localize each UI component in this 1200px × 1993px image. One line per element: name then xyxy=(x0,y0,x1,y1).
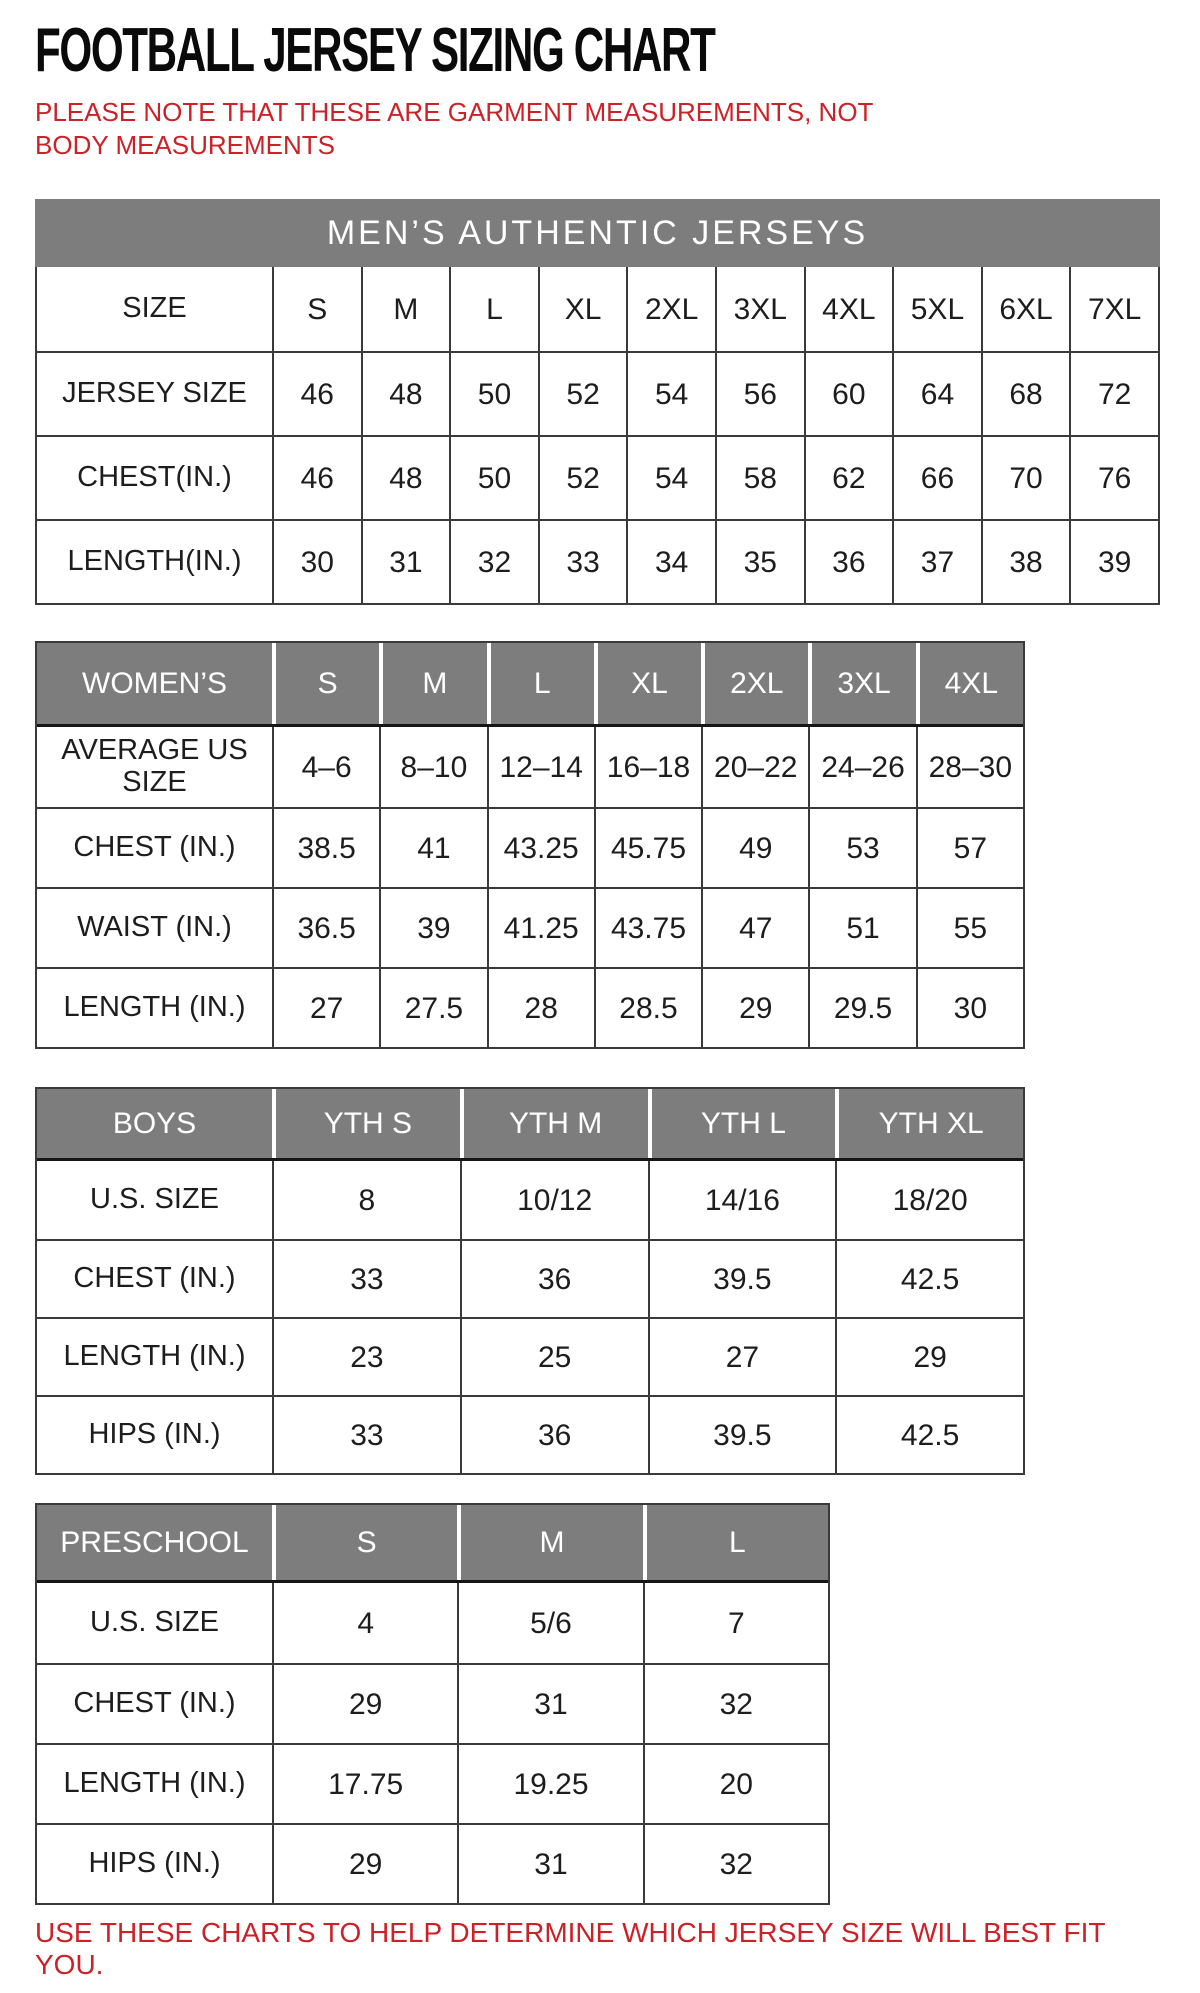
table-cell: 29 xyxy=(272,1665,457,1743)
table-cell: 38 xyxy=(981,521,1070,603)
table-row xyxy=(37,267,1158,351)
table-cell: 49 xyxy=(701,809,808,887)
column-header: YTH XL xyxy=(835,1089,1023,1158)
table-cell: 28.5 xyxy=(594,969,701,1047)
table-row xyxy=(37,887,1023,967)
column-header: 2XL xyxy=(626,267,715,351)
table-title: PRESCHOOL xyxy=(37,1505,272,1580)
table-title: BOYS xyxy=(37,1089,272,1158)
row-label: HIPS (IN.) xyxy=(88,1847,221,1880)
row-label: JERSEY SIZE xyxy=(62,377,247,410)
table-cell: 36.5 xyxy=(272,889,379,967)
table-cell: 52 xyxy=(538,353,627,435)
table-cell: 27 xyxy=(648,1319,836,1395)
table-cell: 36 xyxy=(460,1241,648,1317)
table-header-row xyxy=(37,1089,1023,1161)
table-row xyxy=(37,1317,1023,1395)
table-cell: 51 xyxy=(808,889,915,967)
table-cell: 32 xyxy=(643,1825,828,1903)
table-cell: 35 xyxy=(715,521,804,603)
table-row xyxy=(37,967,1023,1047)
table-cell: 25 xyxy=(460,1319,648,1395)
table-cell: 55 xyxy=(916,889,1023,967)
preschool-table-grid xyxy=(35,1503,830,1905)
table-cell: 54 xyxy=(626,437,715,519)
table-cell: 45.75 xyxy=(594,809,701,887)
table-cell: 38.5 xyxy=(272,809,379,887)
table-cell: 70 xyxy=(981,437,1070,519)
column-header: S xyxy=(272,643,379,724)
column-header: 6XL xyxy=(981,267,1070,351)
column-header: 5XL xyxy=(892,267,981,351)
table-cell: 8–10 xyxy=(379,727,486,807)
table-row xyxy=(37,519,1158,603)
row-label: LENGTH(IN.) xyxy=(67,545,242,578)
table-cell: 62 xyxy=(804,437,893,519)
table-cell: 14/16 xyxy=(648,1161,836,1239)
table-row xyxy=(37,351,1158,435)
table-cell: 39.5 xyxy=(648,1241,836,1317)
table-cell: 31 xyxy=(457,1825,642,1903)
table-cell: 52 xyxy=(538,437,627,519)
table-cell: 48 xyxy=(361,353,450,435)
table-cell: 64 xyxy=(892,353,981,435)
table-cell: 33 xyxy=(272,1397,460,1473)
table-cell: 66 xyxy=(892,437,981,519)
table-cell: 5/6 xyxy=(457,1583,642,1663)
table-cell: 33 xyxy=(538,521,627,603)
mens-table xyxy=(35,199,1160,605)
table-row xyxy=(37,1823,828,1903)
table-cell: 36 xyxy=(460,1397,648,1473)
table-cell: 42.5 xyxy=(835,1397,1023,1473)
table-cell: 24–26 xyxy=(808,727,915,807)
table-cell: 16–18 xyxy=(594,727,701,807)
table-cell: 50 xyxy=(449,353,538,435)
table-cell: 41.25 xyxy=(487,889,594,967)
table-cell: 32 xyxy=(643,1665,828,1743)
table-row xyxy=(37,435,1158,519)
table-cell: 56 xyxy=(715,353,804,435)
column-header: L xyxy=(643,1505,828,1580)
column-header: M xyxy=(457,1505,642,1580)
table-row xyxy=(37,1663,828,1743)
table-cell: 39 xyxy=(379,889,486,967)
column-header: L xyxy=(449,267,538,351)
column-header: YTH S xyxy=(272,1089,460,1158)
table-cell: 36 xyxy=(804,521,893,603)
table-cell: 37 xyxy=(892,521,981,603)
garment-measurements-note: PLEASE NOTE THAT THESE ARE GARMENT MEASUREMENTS, NOT BODY MEASUREMENTS xyxy=(35,97,873,160)
column-header: XL xyxy=(594,643,701,724)
column-header: 4XL xyxy=(804,267,893,351)
womens-table xyxy=(35,641,1025,1049)
column-header: S xyxy=(272,267,361,351)
table-cell: 68 xyxy=(981,353,1070,435)
table-cell: 39 xyxy=(1069,521,1158,603)
table-cell: 29.5 xyxy=(808,969,915,1047)
column-header: YTH M xyxy=(460,1089,648,1158)
table-cell: 72 xyxy=(1069,353,1158,435)
column-header: M xyxy=(361,267,450,351)
table-cell: 53 xyxy=(808,809,915,887)
table-cell: 28 xyxy=(487,969,594,1047)
table-cell: 34 xyxy=(626,521,715,603)
column-header: 4XL xyxy=(916,643,1023,724)
table-row xyxy=(37,1583,828,1663)
table-row xyxy=(37,727,1023,807)
column-header: 7XL xyxy=(1069,267,1158,351)
table-cell: 48 xyxy=(361,437,450,519)
page-title: FOOTBALL JERSEY SIZING CHART xyxy=(35,16,715,85)
table-row xyxy=(37,1743,828,1823)
table-cell: 39.5 xyxy=(648,1397,836,1473)
table-row xyxy=(37,807,1023,887)
table-cell: 46 xyxy=(272,437,361,519)
mens-table-banner: MEN’S AUTHENTIC JERSEYS xyxy=(35,199,1160,267)
table-cell: 29 xyxy=(701,969,808,1047)
preschool-table xyxy=(35,1503,830,1905)
table-cell: 19.25 xyxy=(457,1745,642,1823)
boys-table-grid xyxy=(35,1087,1025,1475)
table-cell: 27.5 xyxy=(379,969,486,1047)
table-cell: 54 xyxy=(626,353,715,435)
fit-advice-note: USE THESE CHARTS TO HELP DETERMINE WHICH JERSEY SIZE WILL BEST FIT YOU. xyxy=(35,1917,1105,1980)
table-cell: 43.25 xyxy=(487,809,594,887)
table-cell: 58 xyxy=(715,437,804,519)
table-cell: 29 xyxy=(272,1825,457,1903)
column-header: 3XL xyxy=(715,267,804,351)
womens-table-grid xyxy=(35,641,1025,1049)
row-label: U.S. SIZE xyxy=(90,1606,219,1639)
column-header: M xyxy=(379,643,486,724)
row-label: AVERAGE US SIZE xyxy=(61,734,248,798)
row-label: LENGTH (IN.) xyxy=(63,991,246,1024)
column-header: 3XL xyxy=(808,643,915,724)
table-cell: 60 xyxy=(804,353,893,435)
table-cell: 18/20 xyxy=(835,1161,1023,1239)
column-header: L xyxy=(487,643,594,724)
row-label: SIZE xyxy=(122,292,187,325)
column-header: S xyxy=(272,1505,457,1580)
table-row xyxy=(37,1395,1023,1473)
table-cell: 57 xyxy=(916,809,1023,887)
table-cell: 8 xyxy=(272,1161,460,1239)
table-cell: 29 xyxy=(835,1319,1023,1395)
mens-table-grid xyxy=(35,267,1160,605)
table-cell: 31 xyxy=(457,1665,642,1743)
row-label: U.S. SIZE xyxy=(90,1183,219,1216)
table-cell: 23 xyxy=(272,1319,460,1395)
column-header: YTH L xyxy=(648,1089,836,1158)
table-row xyxy=(37,1239,1023,1317)
row-label: WAIST (IN.) xyxy=(77,911,232,944)
table-cell: 31 xyxy=(361,521,450,603)
table-cell: 7 xyxy=(643,1583,828,1663)
table-cell: 46 xyxy=(272,353,361,435)
table-cell: 41 xyxy=(379,809,486,887)
row-label: LENGTH (IN.) xyxy=(63,1340,246,1373)
table-cell: 20 xyxy=(643,1745,828,1823)
table-cell: 30 xyxy=(916,969,1023,1047)
row-label: CHEST (IN.) xyxy=(73,831,236,864)
table-title: WOMEN’S xyxy=(37,643,272,724)
row-label: CHEST (IN.) xyxy=(73,1262,236,1295)
table-cell: 47 xyxy=(701,889,808,967)
table-cell: 4 xyxy=(272,1583,457,1663)
table-header-row xyxy=(37,643,1023,727)
table-cell: 33 xyxy=(272,1241,460,1317)
column-header: XL xyxy=(538,267,627,351)
table-cell: 20–22 xyxy=(701,727,808,807)
table-cell: 32 xyxy=(449,521,538,603)
boys-table xyxy=(35,1087,1025,1475)
row-label: CHEST(IN.) xyxy=(77,461,232,494)
table-row xyxy=(37,1161,1023,1239)
table-cell: 76 xyxy=(1069,437,1158,519)
table-cell: 43.75 xyxy=(594,889,701,967)
column-header: 2XL xyxy=(701,643,808,724)
table-header-row xyxy=(37,1505,828,1583)
row-label: LENGTH (IN.) xyxy=(63,1767,246,1800)
table-cell: 42.5 xyxy=(835,1241,1023,1317)
table-cell: 12–14 xyxy=(487,727,594,807)
table-cell: 50 xyxy=(449,437,538,519)
table-cell: 28–30 xyxy=(916,727,1023,807)
table-cell: 30 xyxy=(272,521,361,603)
table-cell: 17.75 xyxy=(272,1745,457,1823)
table-cell: 10/12 xyxy=(460,1161,648,1239)
row-label: HIPS (IN.) xyxy=(88,1418,221,1451)
table-cell: 27 xyxy=(272,969,379,1047)
row-label: CHEST (IN.) xyxy=(73,1687,236,1720)
table-cell: 4–6 xyxy=(272,727,379,807)
